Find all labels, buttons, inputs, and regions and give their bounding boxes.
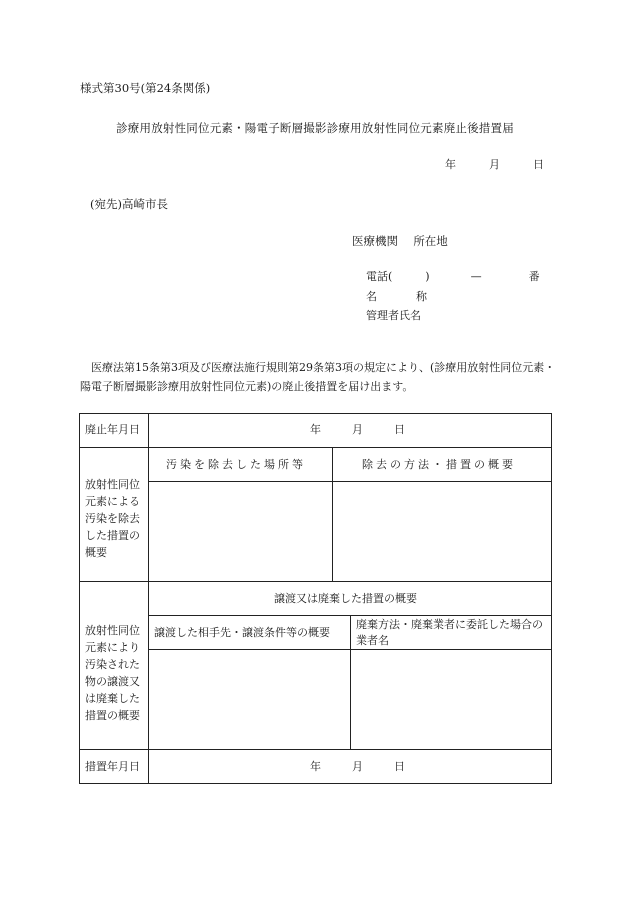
table-line xyxy=(79,447,552,448)
table-line xyxy=(79,581,552,582)
phone-suffix: 番 xyxy=(528,270,540,283)
decontamination-col1-header: 汚染を除去した場所等 xyxy=(166,458,306,471)
transfer-col1-header: 譲渡した相手先・譲渡条件等の概要 xyxy=(154,626,330,639)
name-row xyxy=(366,288,427,304)
manager-row xyxy=(366,307,421,323)
date-day-label: 日 xyxy=(533,158,544,171)
decontamination-col2-header: 除去の方法・措置の概要 xyxy=(362,458,516,471)
abolition-year-label: 年 xyxy=(310,423,321,436)
manager-label: 管理者氏名 xyxy=(366,309,421,322)
transfer-label: 放射性同位元素により汚染された物の譲渡又は廃棄した措置の概要 xyxy=(85,624,140,722)
name-label-1: 名 xyxy=(366,290,377,303)
decontamination-label: 放射性同位元素による汚染を除去した措置の概要 xyxy=(85,478,140,559)
abolition-date-label: 廃止年月日 xyxy=(85,423,140,436)
address-label: 所在地 xyxy=(413,234,448,248)
measure-month-label: 月 xyxy=(352,760,363,773)
date-month-label: 月 xyxy=(489,158,500,171)
abolition-date xyxy=(310,422,405,438)
measure-day-label: 日 xyxy=(394,760,405,773)
measure-date-label: 措置年月日 xyxy=(85,760,140,773)
abolition-day-label: 日 xyxy=(394,423,405,436)
date-year-label: 年 xyxy=(445,158,456,171)
addressee: (宛先)高崎市長 xyxy=(90,197,168,211)
body-text: 医療法第15条第3項及び医療法施行規則第29条第3項の規定により、(診療用放射性同位元素・陽電子断層撮影診療用放射性同位元素)の廃止後措置を届け出ます。 xyxy=(80,361,556,393)
disposal-method-field[interactable] xyxy=(351,650,551,748)
phone-dash: — xyxy=(470,270,482,283)
decontamination-place-field[interactable] xyxy=(149,482,331,580)
measure-date xyxy=(310,759,405,775)
page-title: 診療用放射性同位元素・陽電子断層撮影診療用放射性同位元素廃止後措置届 xyxy=(116,121,514,135)
submission-date xyxy=(445,156,544,172)
transfer-col2-header: 廃棄方法・廃棄業者に委託した場合の業者名 xyxy=(356,618,543,647)
transfer-recipient-field[interactable] xyxy=(149,650,349,748)
table-line xyxy=(79,749,552,750)
phone-label: 電話( xyxy=(366,270,393,283)
phone-close: ) xyxy=(425,270,430,283)
institution-label: 医療機関 xyxy=(352,234,398,248)
institution-address-row xyxy=(352,233,448,249)
measure-year-label: 年 xyxy=(310,760,321,773)
transfer-header: 譲渡又は廃棄した措置の概要 xyxy=(274,592,417,605)
name-label-2: 称 xyxy=(416,290,427,303)
abolition-month-label: 月 xyxy=(352,423,363,436)
decontamination-method-field[interactable] xyxy=(333,482,551,580)
phone-row xyxy=(366,268,540,284)
form-number: 様式第30号(第24条関係) xyxy=(80,81,211,95)
